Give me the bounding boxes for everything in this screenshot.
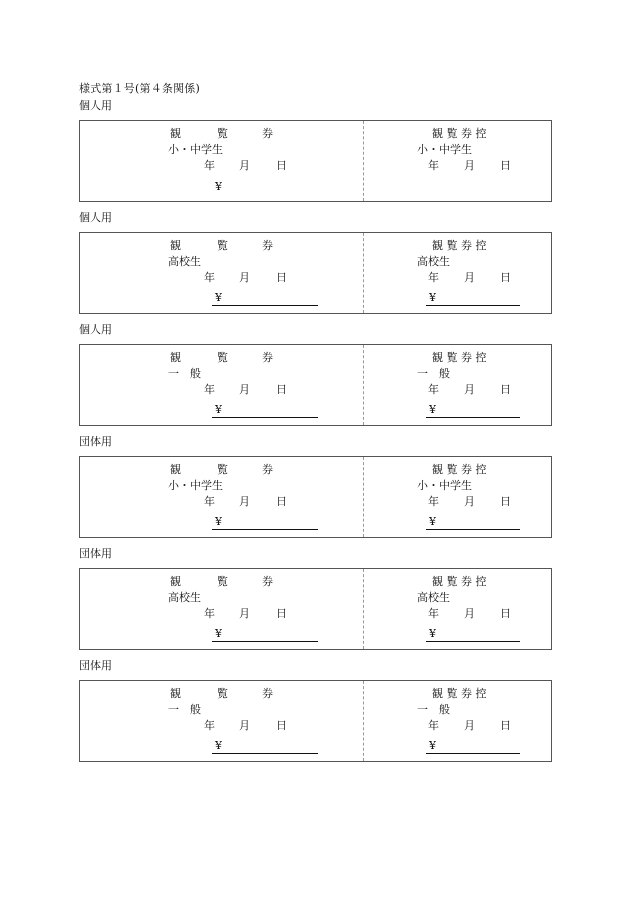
date-year-label: 年 [204,495,215,508]
section-label: 個人用 [79,211,112,224]
date-year-label: 年 [204,159,215,172]
yen-symbol: ¥ [215,291,222,304]
stub-date-month-label: 月 [464,495,475,508]
section-label: 団体用 [79,435,112,448]
stub-title: 観 覧 券 控 [432,687,487,700]
yen-symbol: ¥ [215,515,222,528]
date-year-label: 年 [204,271,215,284]
yen-symbol: ¥ [429,739,436,752]
stub-category: 一 般 [417,703,450,716]
ticket-title-char: 観 [170,127,181,140]
ticket-title-char: 観 [170,463,181,476]
ticket-title-char: 券 [262,239,273,252]
stub-title: 観 覧 券 控 [432,463,487,476]
ticket [79,344,552,426]
ticket [79,120,552,202]
perforation-line [363,121,364,201]
amount-field [212,739,318,754]
amount-field [212,403,318,418]
perforation-line [363,681,364,761]
date-year-label: 年 [204,607,215,620]
stub-date-day-label: 日 [500,271,511,284]
date-day-label: 日 [276,719,287,732]
stub-title: 観 覧 券 控 [432,575,487,588]
stub-date-day-label: 日 [500,607,511,620]
date-day-label: 日 [276,383,287,396]
stub-amount-field [426,739,520,754]
ticket-category: 高校生 [168,255,201,268]
ticket-title-char: 券 [262,351,273,364]
ticket [79,568,552,650]
ticket-title-char: 観 [170,575,181,588]
ticket-title-char: 覧 [217,127,228,140]
stub-date-year-label: 年 [428,159,439,172]
stub-date-day-label: 日 [500,719,511,732]
stub-title: 観 覧 券 控 [432,351,487,364]
ticket-category: 小・中学生 [168,479,223,492]
amount-field [212,515,318,530]
stub-date-month-label: 月 [464,607,475,620]
date-day-label: 日 [276,271,287,284]
stub-category: 小・中学生 [417,479,472,492]
stub-date-year-label: 年 [428,607,439,620]
date-month-label: 月 [239,271,250,284]
yen-symbol: ¥ [429,627,436,640]
section-label: 個人用 [79,323,112,336]
ticket-title-char: 券 [262,687,273,700]
stub-title: 観 覧 券 控 [432,239,487,252]
ticket-title-char: 覧 [217,575,228,588]
stub-date-day-label: 日 [500,159,511,172]
stub-date-month-label: 月 [464,719,475,732]
section-label: 個人用 [79,99,112,112]
stub-date-year-label: 年 [428,719,439,732]
date-month-label: 月 [239,607,250,620]
date-month-label: 月 [239,383,250,396]
ticket-title-char: 券 [262,463,273,476]
stub-date-year-label: 年 [428,383,439,396]
yen-symbol: ¥ [429,403,436,416]
yen-symbol: ¥ [215,627,222,640]
amount-field [212,627,318,642]
ticket-category: 一 般 [168,367,201,380]
section-label: 団体用 [79,659,112,672]
date-day-label: 日 [276,607,287,620]
ticket-title-char: 観 [170,687,181,700]
stub-category: 高校生 [417,591,450,604]
stub-date-day-label: 日 [500,383,511,396]
stub-date-year-label: 年 [428,271,439,284]
perforation-line [363,233,364,313]
ticket-title-char: 券 [262,575,273,588]
stub-date-month-label: 月 [464,159,475,172]
yen-symbol: ¥ [429,515,436,528]
stub-date-month-label: 月 [464,271,475,284]
stub-date-year-label: 年 [428,495,439,508]
ticket-category: 一 般 [168,703,201,716]
stub-amount-field [426,291,520,306]
ticket-title-char: 券 [262,127,273,140]
date-day-label: 日 [276,495,287,508]
stub-amount-field [426,515,520,530]
perforation-line [363,569,364,649]
ticket-category: 小・中学生 [168,143,223,156]
ticket [79,680,552,762]
date-day-label: 日 [276,159,287,172]
ticket-title-char: 観 [170,239,181,252]
date-year-label: 年 [204,383,215,396]
ticket [79,232,552,314]
ticket-category: 高校生 [168,591,201,604]
stub-title: 観 覧 券 控 [432,127,487,140]
yen-symbol: ¥ [215,739,222,752]
section-label: 団体用 [79,547,112,560]
perforation-line [363,457,364,537]
stub-date-day-label: 日 [500,495,511,508]
stub-amount-field [426,627,520,642]
date-month-label: 月 [239,719,250,732]
date-month-label: 月 [239,159,250,172]
ticket-title-char: 覧 [217,239,228,252]
yen-symbol: ¥ [429,291,436,304]
ticket-title-char: 覧 [217,463,228,476]
yen-symbol: ¥ [215,180,222,193]
ticket-title-char: 覧 [217,687,228,700]
stub-category: 一 般 [417,367,450,380]
form-heading: 様式第１号(第４条関係) [79,82,200,95]
ticket-title-char: 観 [170,351,181,364]
date-month-label: 月 [239,495,250,508]
stub-category: 高校生 [417,255,450,268]
yen-symbol: ¥ [215,403,222,416]
ticket-title-char: 覧 [217,351,228,364]
stub-amount-field [426,403,520,418]
ticket [79,456,552,538]
stub-category: 小・中学生 [417,143,472,156]
stub-date-month-label: 月 [464,383,475,396]
perforation-line [363,345,364,425]
amount-field [212,291,318,306]
date-year-label: 年 [204,719,215,732]
